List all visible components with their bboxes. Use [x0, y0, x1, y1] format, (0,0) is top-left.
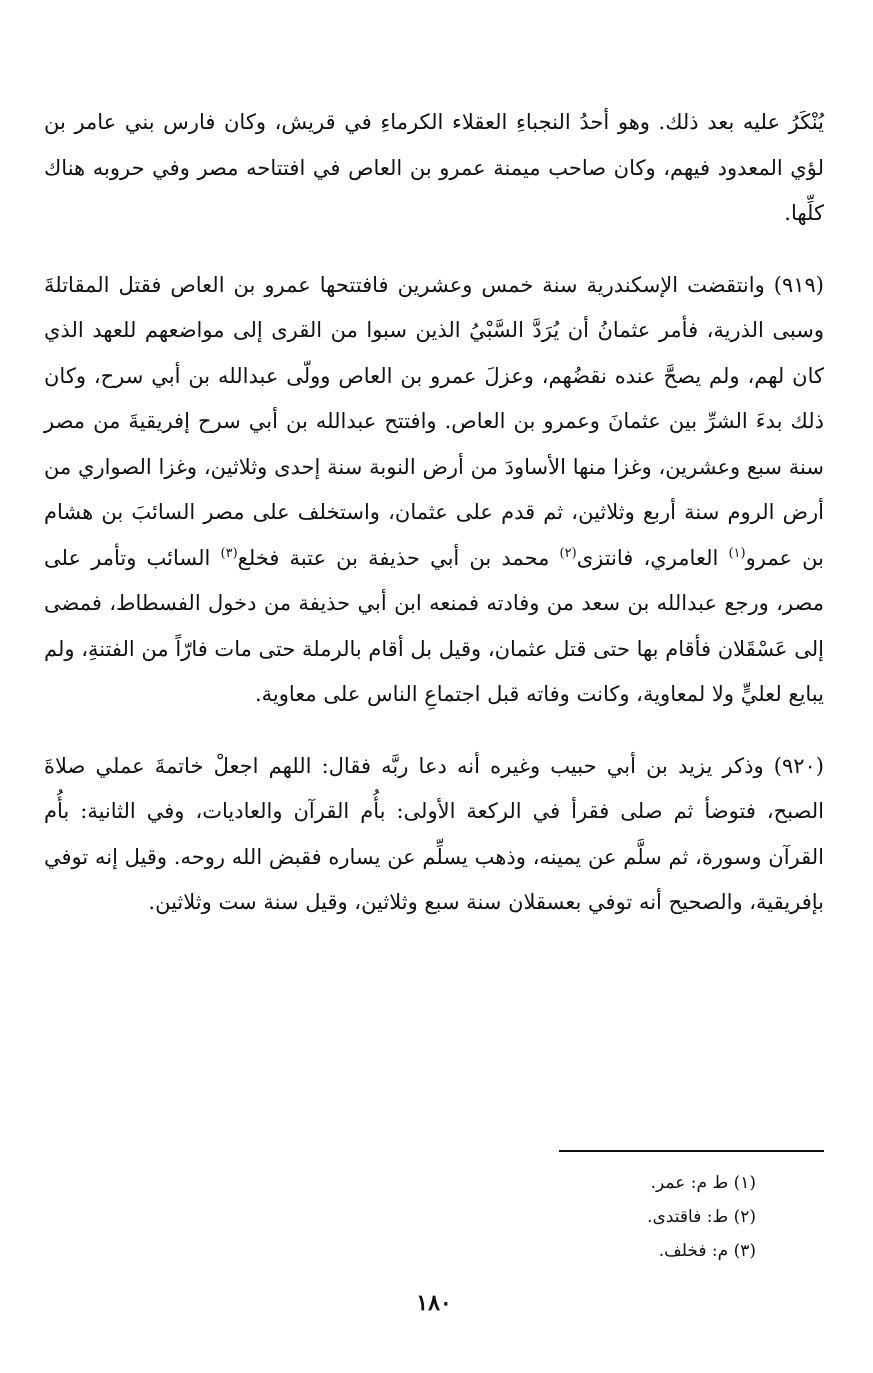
paragraph-gap	[44, 237, 824, 263]
paragraph-919-text-b: العامري، فانتزى	[576, 545, 729, 570]
paragraph-1	[44, 100, 824, 237]
footnote-marker-1: (١)	[728, 545, 746, 561]
footnote-marker-2: (٢)	[559, 545, 577, 561]
footnote-2: (٢) ط: فاقتدى.	[647, 1207, 756, 1227]
paragraph-919-text-d: السائب وتأمر على مصر، ورجع عبدالله بن سعد من وفادته فمنعه ابن أبي حذيفة من دخول الفسطاط، فمضى إلى عَسْقَلان فأقام بها حتى قتل عثمان، وقيل بل أقام بالرملة حتى مات فارّاً من الفتنةِ، ولم يبايع لعليٍّ ولا لمعاوية، وكانت وفاته قبل اجتماعِ الناس على معاوية.	[44, 545, 824, 706]
footnote-1: (١) ط م: عمر.	[650, 1173, 756, 1193]
paragraph-919	[44, 263, 824, 718]
paragraph-920	[44, 744, 824, 926]
paragraph-gap	[44, 718, 824, 744]
footnote-marker-3: (٣)	[220, 545, 238, 561]
page-number: ١٨٠	[416, 1290, 452, 1316]
paragraph-920-text: (٩٢٠) وذكر يزيد بن أبي حبيب وغيره أنه دعا ربَّه فقال: اللهم اجعلْ خاتمةَ عملي صلاةَ الصبح، فتوضأ ثم صلى فقرأ في الركعة الأولى: بأُم القرآن والعاديات، وفي الثانية: بأُم القرآن وسورة، ثم سلَّم عن يمينه، وذهب يسلِّم عن يساره فقبض الله روحه. وقيل إنه توفي بإفريقية، والصحيح أنه توفي بعسقلان سنة سبع وثلاثين، وقيل سنة ست وثلاثين.	[44, 753, 824, 914]
footnote-3: (٣) م: فخلف.	[658, 1241, 756, 1261]
paragraph-919-text-a: (٩١٩) وانتقضت الإسكندرية سنة خمس وعشرين فافتتحها عمرو بن العاص فقتل المقاتلةَ وسبى الذرية، فأمر عثمانُ أن يُرَدَّ السَّبْيُ الذين سبوا من القرى إلى مواضعهم للعهد الذي كان لهم، ولم يصحَّ عنده نقضُهم، وعزلَ عمرو بن العاص وولّى عبدالله بن أبي سرح، وكان ذلك بدءَ الشرِّ بين عثمانَ وعمرو بن العاص. وافتتح عبدالله بن أبي سرح إفريقيةَ من مصر سنة سبع وعشرين، وغزا منها الأساودَ من أرض النوبة سنة إحدى وثلاثين، وغزا الصواري من أرض الروم سنة أربع وثلاثين، ثم قدم على عثمان، واستخلف على مصر السائبَ بن هشام بن عمرو	[44, 272, 825, 570]
book-page	[44, 100, 824, 1360]
paragraph-1-text: يُنْكَرُ عليه بعد ذلك. وهو أحدُ النجباءِ العقلاء الكرماءِ في قريش، وكان فارس بني عامر بن لؤي المعدود فيهم، وكان صاحب ميمنة عمرو بن العاص في افتتاحه مصر وفي حروبه هناك كلِّها.	[44, 110, 824, 225]
footnotes	[356, 1166, 756, 1268]
paragraph-919-text-c: محمد بن أبي حذيفة بن عتبة فخلع	[237, 545, 560, 570]
footnote-divider	[559, 1150, 824, 1152]
